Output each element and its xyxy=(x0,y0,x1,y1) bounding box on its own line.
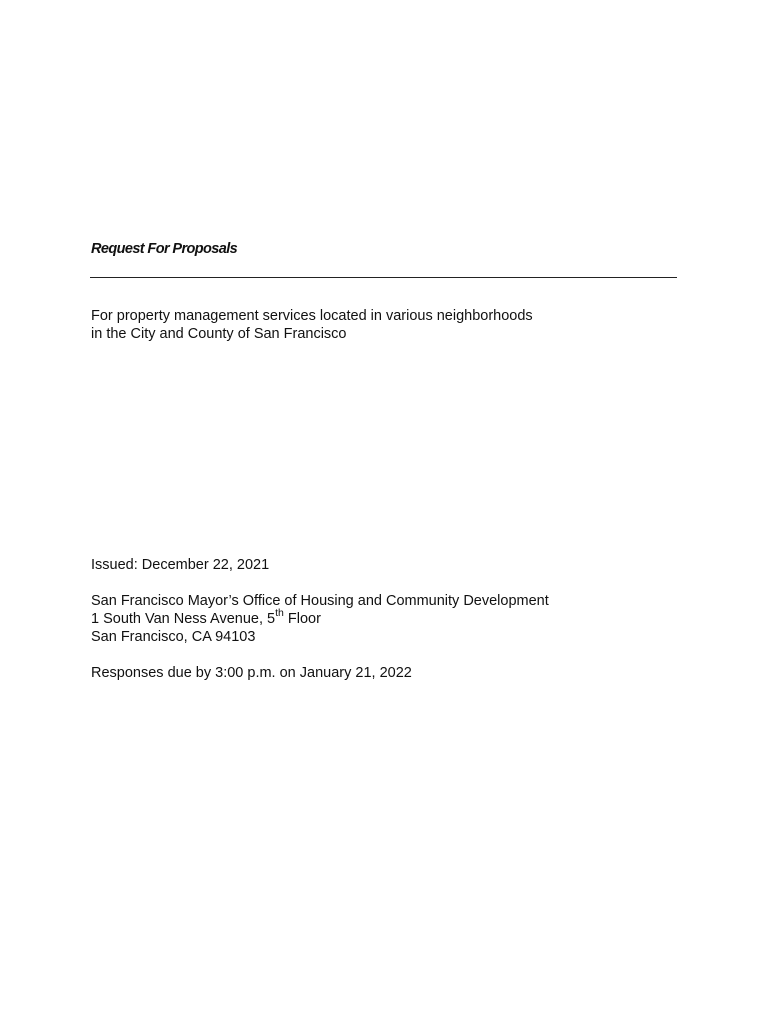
purpose-line: in the City and County of San Francisco xyxy=(91,326,347,342)
office-street-address xyxy=(91,607,549,628)
purpose-statement xyxy=(91,307,533,343)
response-deadline: Responses due by 3:00 p.m. on January 21, 2022 xyxy=(91,665,412,681)
issued-date: Issued: December 22, 2021 xyxy=(91,557,270,573)
purpose-line: For property management services located in various neighborhoods xyxy=(91,308,533,324)
title-divider xyxy=(90,277,677,278)
office-name: San Francisco Mayor’s Office of Housing and Community Development xyxy=(91,593,549,609)
street-address-prefix: 1 South Van Ness Avenue, 5 xyxy=(91,611,276,627)
office-address-block xyxy=(91,592,549,646)
office-city-line: San Francisco, CA 94103 xyxy=(91,629,256,645)
floor-label: Floor xyxy=(283,611,321,627)
floor-ordinal-suffix: th xyxy=(275,607,284,619)
document-title: Request For Proposals xyxy=(91,241,238,257)
